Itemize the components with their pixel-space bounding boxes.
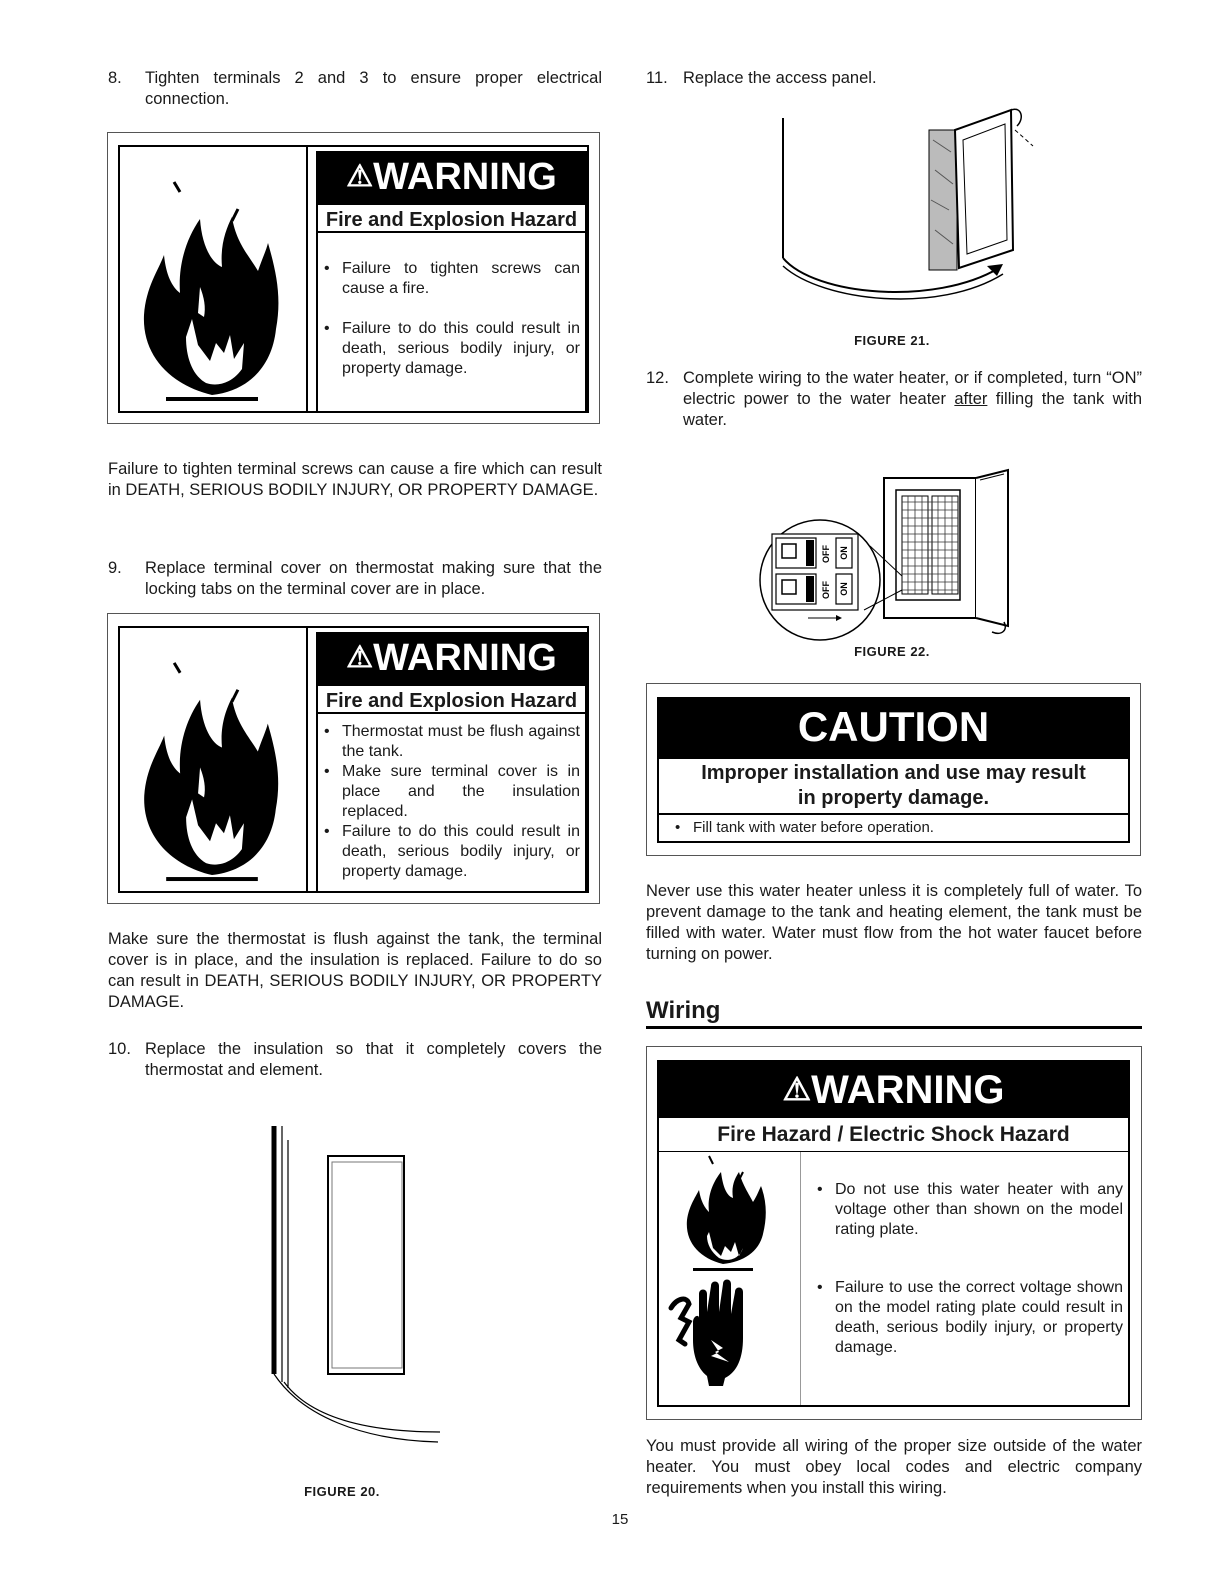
breaker-off-label: OFF bbox=[821, 545, 831, 563]
flame-panel bbox=[120, 628, 308, 891]
warning-box-fire-1 bbox=[107, 132, 600, 424]
flame-icon bbox=[120, 147, 308, 411]
step-text: Replace the insulation so that it completely covers the thermostat and element. bbox=[145, 1040, 602, 1079]
step-9 bbox=[108, 558, 602, 602]
step-text: Replace the access panel. bbox=[683, 69, 877, 87]
warning-bullet: • Make sure terminal cover is in place and the insulation replaced. bbox=[318, 762, 580, 822]
figure-22-caption: FIGURE 22. bbox=[854, 644, 930, 659]
warning-subtitle: Fire and Explosion Hazard bbox=[316, 203, 587, 233]
caution-box bbox=[646, 683, 1141, 856]
figure-20-caption: FIGURE 20. bbox=[304, 1484, 380, 1499]
step-text: Tighten terminals 2 and 3 to ensure proper electrical connection. bbox=[145, 69, 602, 108]
step-text: Replace terminal cover on thermostat making sure that the locking tabs on the terminal cover are in place. bbox=[145, 559, 602, 598]
paragraph-thermostat: Make sure the thermostat is flush against the tank, the terminal cover is in place, and the insulation is replaced. Failure to do so can result in DEATH, SERIOUS BODILY INJURY, OR PROPERTY DAMAGE. bbox=[108, 930, 602, 1011]
warning-bullet: • Failure to use the correct voltage shown on the model rating plate could result in death, serious bodily injury, or property damage. bbox=[811, 1278, 1123, 1358]
warning-subtitle: Fire Hazard / Electric Shock Hazard bbox=[657, 1118, 1130, 1152]
figure-21-caption: FIGURE 21. bbox=[854, 333, 930, 348]
warning-bullet: • Thermostat must be flush against the tank. bbox=[318, 722, 580, 762]
step-text: Complete wiring to the water heater, or if completed, turn “ON” electric power to the water heater after filling the tank with water. bbox=[683, 369, 1143, 429]
step-number: 10. bbox=[108, 1040, 131, 1058]
warning-subtitle: Fire and Explosion Hazard bbox=[316, 684, 587, 714]
caution-bullet: • Fill tank with water before operation. bbox=[669, 818, 1109, 838]
step-number: 9. bbox=[108, 559, 122, 577]
paragraph-wiring: You must provide all wiring of the proper size outside of the water heater. You must obey local codes and electric company requirements when you install this wiring. bbox=[646, 1437, 1142, 1497]
figure-21-illustration bbox=[775, 100, 1045, 310]
caution-subtitle: Improper installation and use may result in property damage. bbox=[657, 757, 1130, 815]
caution-banner: CAUTION bbox=[657, 697, 1130, 757]
step-11 bbox=[646, 68, 1142, 90]
warning-bullet: • Failure to do this could result in death, serious bodily injury, or property damage. bbox=[318, 319, 580, 379]
breaker-on-label: ON bbox=[839, 582, 849, 596]
warning-box-fire-2 bbox=[107, 613, 600, 904]
step-number: 12. bbox=[646, 369, 669, 387]
figure-22-illustration bbox=[752, 462, 1014, 642]
step-12 bbox=[646, 368, 1142, 434]
warning-banner: ⚠WARNING bbox=[316, 632, 587, 684]
hazard-icon-panel bbox=[659, 1152, 801, 1405]
electric-shock-icon bbox=[659, 1278, 801, 1388]
warning-box-electric bbox=[646, 1046, 1142, 1420]
warning-banner: ⚠WARNING bbox=[657, 1060, 1130, 1118]
warning-triangle-icon: ⚠ bbox=[346, 641, 374, 674]
step-number: 8. bbox=[108, 69, 122, 87]
warning-bullet: • Failure to tighten screws can cause a fire. bbox=[318, 259, 580, 299]
step-number: 11. bbox=[646, 69, 668, 87]
warning-bullet: • Do not use this water heater with any voltage other than shown on the model rating plate. bbox=[811, 1180, 1123, 1240]
breaker-off-label: OFF bbox=[821, 581, 831, 599]
flame-icon bbox=[120, 628, 308, 891]
breaker-on-label: ON bbox=[839, 546, 849, 560]
section-heading-wiring: Wiring bbox=[646, 997, 1142, 1029]
figure-20-illustration bbox=[262, 1120, 452, 1460]
step-10 bbox=[108, 1039, 602, 1083]
paragraph-fill-tank: Never use this water heater unless it is completely full of water. To prevent damage to the tank and heating element, the tank must be filled with water. Water must flow from the hot water faucet before turning on power. bbox=[646, 882, 1142, 963]
warning-triangle-icon: ⚠ bbox=[782, 1071, 812, 1107]
warning-banner: ⚠WARNING bbox=[316, 151, 587, 203]
step-8 bbox=[108, 68, 602, 112]
warning-triangle-icon: ⚠ bbox=[346, 160, 374, 193]
warning-bullet: • Failure to do this could result in death, serious bodily injury, or property damage. bbox=[318, 822, 580, 882]
page-number: 15 bbox=[611, 1511, 629, 1528]
flame-panel bbox=[120, 147, 308, 411]
paragraph-fire-warning: Failure to tighten terminal screws can cause a fire which can result in DEATH, SERIOUS BODILY INJURY, OR PROPERTY DAMAGE. bbox=[108, 460, 602, 499]
